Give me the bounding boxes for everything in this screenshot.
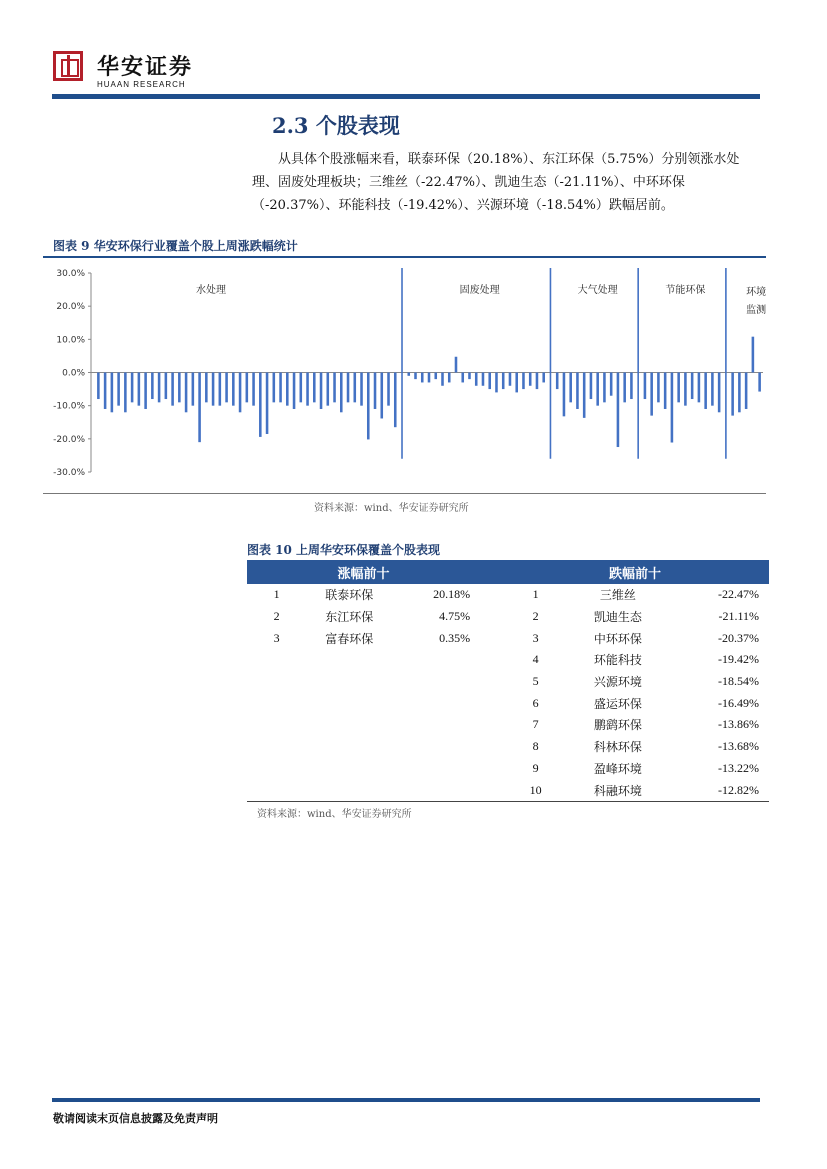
- loser-rank: 3: [532, 630, 539, 645]
- gainer-rank: 1: [273, 587, 280, 602]
- gainer-name: [306, 736, 392, 758]
- bar: [556, 373, 559, 390]
- bar: [704, 373, 707, 409]
- bar: [576, 373, 579, 409]
- gainer-name: [306, 649, 392, 671]
- bar: [738, 373, 741, 413]
- loser-rank: 8: [532, 739, 539, 754]
- figure9-caption: 图表 9 华安环保行业覆盖个股上周涨跌幅统计: [53, 239, 298, 253]
- row-gap: [480, 649, 501, 671]
- loser-pct: -22.47%: [718, 587, 759, 602]
- loser-pct: -19.42%: [718, 652, 759, 667]
- bar: [603, 373, 606, 403]
- loser-pct: -20.37%: [718, 630, 759, 645]
- loser-pct: -16.49%: [718, 695, 759, 710]
- bar: [502, 373, 505, 390]
- bar: [542, 373, 545, 383]
- loser-pct: -12.82%: [666, 779, 769, 801]
- row-gap: [480, 692, 501, 714]
- bar: [225, 373, 228, 403]
- bar: [583, 373, 586, 418]
- bar: [731, 373, 734, 416]
- sector-label: 水处理: [196, 285, 226, 296]
- figure9-source: 资料来源：wind、华安证券研究所: [314, 503, 469, 514]
- sector-label: 监测: [746, 305, 766, 316]
- bar: [138, 373, 141, 406]
- bar: [394, 373, 397, 428]
- row-gap: [480, 627, 501, 649]
- table-row: [247, 758, 769, 780]
- company-logo-icon: [53, 51, 83, 81]
- bar: [367, 373, 370, 440]
- bar: [623, 373, 626, 403]
- gainer-rank: [247, 692, 306, 714]
- gainer-name: [306, 671, 392, 693]
- loser-rank: 4: [532, 652, 539, 667]
- loser-name: 兴源环境: [593, 675, 642, 690]
- stock-performance-table: [247, 560, 769, 802]
- loser-name: 科融环境: [570, 779, 666, 801]
- bar: [758, 373, 761, 392]
- bar: [374, 373, 377, 409]
- table-row: [247, 779, 769, 801]
- loser-rank: 7: [532, 717, 539, 732]
- gainer-pct: [392, 692, 480, 714]
- bar: [286, 373, 289, 406]
- bar: [387, 373, 390, 406]
- bar: [279, 373, 282, 403]
- bar: [461, 373, 464, 383]
- bar: [266, 373, 269, 434]
- gainer-pct: 0.35%: [439, 630, 471, 645]
- loser-name: 三维丝: [599, 588, 636, 603]
- gainer-name: 联泰环保: [325, 588, 374, 603]
- section-paragraph: 从具体个股涨幅来看，联泰环保（20.18%）、东江环保（5.75%）分别领涨水处理、固废处理板块；三维丝（-22.47%）、凯迪生态（-21.11%）、中环环保（-20.37%）、环能科技（-19.42%）、兴源环境（-18.54%）跌幅居前。: [252, 152, 740, 213]
- bar: [644, 373, 647, 400]
- loser-pct: -13.22%: [718, 760, 759, 775]
- bar: [380, 373, 383, 419]
- bar: [347, 373, 350, 403]
- y-tick-label: 0.0%: [62, 368, 85, 379]
- footer-disclaimer: 敬请阅读末页信息披露及免责声明: [53, 1112, 218, 1125]
- gainer-rank: [247, 714, 306, 736]
- bar: [671, 373, 674, 443]
- bar: [711, 373, 714, 406]
- bar: [293, 373, 296, 409]
- footer-divider: [52, 1098, 760, 1102]
- gainer-pct: [392, 649, 480, 671]
- row-gap: [480, 779, 501, 801]
- bar: [414, 373, 417, 380]
- loser-pct: -13.86%: [718, 717, 759, 732]
- loser-rank: 5: [532, 674, 539, 689]
- gainer-rank: [247, 671, 306, 693]
- bar: [495, 373, 498, 393]
- bar: [691, 373, 694, 400]
- bar: [752, 337, 755, 373]
- bar: [212, 373, 215, 406]
- table-row: [247, 649, 769, 671]
- loser-rank: 9: [532, 760, 539, 775]
- stock-change-chart: [43, 262, 766, 490]
- sector-label: 环境: [746, 287, 766, 298]
- gainer-pct: [392, 736, 480, 758]
- sector-label: 大气处理: [577, 285, 618, 296]
- bar: [252, 373, 255, 406]
- brand-name-english: HUAAN RESEARCH: [97, 80, 186, 89]
- bar: [300, 373, 303, 403]
- gainer-pct: [392, 714, 480, 736]
- bar: [117, 373, 120, 406]
- loser-name: 环能科技: [593, 653, 642, 668]
- gainer-name: [306, 758, 392, 780]
- bar: [657, 373, 660, 403]
- bar: [97, 373, 100, 400]
- row-gap: [480, 671, 501, 693]
- figure10-source: 资料来源：wind、华安证券研究所: [257, 809, 412, 820]
- bar: [617, 373, 620, 448]
- bar: [698, 373, 701, 403]
- gainer-rank: [247, 736, 306, 758]
- bar: [306, 373, 309, 406]
- y-tick-label: 10.0%: [56, 335, 85, 346]
- bar: [198, 373, 201, 443]
- gainer-rank: 3: [273, 630, 280, 645]
- y-tick-label: 30.0%: [56, 269, 85, 279]
- row-gap: [480, 736, 501, 758]
- loser-pct: -18.54%: [718, 674, 759, 689]
- bar: [104, 373, 107, 409]
- bar: [745, 373, 748, 409]
- loser-name: 盛运环保: [593, 696, 642, 711]
- table-row: [247, 606, 769, 628]
- bar: [259, 373, 262, 437]
- gainers-header: 涨幅前十: [247, 560, 480, 584]
- bar: [529, 373, 532, 386]
- bar: [664, 373, 667, 409]
- losers-header: 跌幅前十: [501, 560, 769, 584]
- bar: [111, 373, 114, 413]
- bar: [428, 373, 431, 383]
- gainer-pct: [392, 671, 480, 693]
- bar: [219, 373, 222, 406]
- bar: [718, 373, 721, 413]
- loser-rank: 1: [532, 587, 539, 602]
- figure9-top-rule: [43, 256, 766, 258]
- table-row: [247, 627, 769, 649]
- loser-name: 盈峰环境: [593, 761, 642, 776]
- gainer-pct: 4.75%: [439, 609, 471, 624]
- bar: [455, 357, 458, 373]
- bar: [313, 373, 316, 403]
- bar: [360, 373, 363, 406]
- table-row: [247, 736, 769, 758]
- header-gap: [480, 560, 501, 584]
- section-title: 2.3 个股表现: [272, 113, 400, 138]
- bar: [171, 373, 174, 406]
- y-tick-label: -10.0%: [53, 401, 85, 412]
- loser-pct: -21.11%: [718, 609, 759, 624]
- loser-name: 凯迪生态: [593, 610, 642, 625]
- gainer-name: [306, 692, 392, 714]
- loser-name: 中环环保: [593, 631, 642, 646]
- bar: [522, 373, 525, 390]
- bar: [684, 373, 687, 406]
- loser-rank: 2: [532, 609, 539, 624]
- loser-name: 科林环保: [593, 740, 642, 755]
- figure10-caption: 图表 10 上周华安环保覆盖个股表现: [247, 543, 441, 557]
- bar: [569, 373, 572, 403]
- sector-label: 节能环保: [665, 285, 706, 296]
- gainer-name: 东江环保: [325, 610, 374, 625]
- bar: [475, 373, 478, 386]
- bar: [327, 373, 330, 406]
- gainer-rank: [247, 779, 306, 801]
- gainer-pct: [392, 758, 480, 780]
- loser-name: 鹏鹞环保: [593, 718, 642, 733]
- bar: [178, 373, 181, 403]
- bar: [151, 373, 154, 400]
- table-row: [247, 671, 769, 693]
- bar: [421, 373, 424, 383]
- bar: [192, 373, 195, 406]
- gainer-name: 富春环保: [325, 631, 374, 646]
- sector-label: 固废处理: [459, 285, 500, 296]
- bar: [596, 373, 599, 406]
- gainer-rank: [247, 758, 306, 780]
- loser-rank: 6: [532, 695, 539, 710]
- bar: [563, 373, 566, 417]
- bar: [273, 373, 276, 403]
- y-tick-label: -30.0%: [53, 468, 85, 478]
- bar: [340, 373, 343, 413]
- bar: [239, 373, 242, 413]
- bar: [610, 373, 613, 396]
- bar: [468, 373, 471, 380]
- table-row: [247, 714, 769, 736]
- brand-name: 华安证券: [97, 54, 194, 80]
- row-gap: [480, 714, 501, 736]
- gainer-rank: 2: [273, 609, 280, 624]
- bar: [630, 373, 633, 400]
- bar: [353, 373, 356, 403]
- bar: [205, 373, 208, 403]
- gainer-rank: [247, 649, 306, 671]
- bar: [131, 373, 134, 403]
- row-gap: [480, 584, 501, 606]
- header-divider: [52, 94, 760, 99]
- table-header-row: [247, 560, 769, 584]
- table-row: [247, 692, 769, 714]
- bar: [677, 373, 680, 403]
- loser-rank: 10: [501, 779, 570, 801]
- bar: [232, 373, 235, 406]
- bar: [407, 373, 410, 376]
- y-tick-label: -20.0%: [53, 434, 85, 445]
- bar: [434, 373, 437, 380]
- bar: [536, 373, 539, 390]
- bar: [515, 373, 518, 393]
- bar: [246, 373, 249, 403]
- bar: [185, 373, 188, 413]
- bar: [650, 373, 653, 416]
- row-gap: [480, 758, 501, 780]
- bar: [488, 373, 491, 390]
- bar: [441, 373, 444, 386]
- bar: [158, 373, 161, 403]
- gainer-pct: [392, 779, 480, 801]
- loser-pct: -13.68%: [718, 739, 759, 754]
- bar: [320, 373, 323, 409]
- gainer-name: [306, 779, 392, 801]
- bar: [509, 373, 512, 386]
- bar: [165, 373, 168, 400]
- row-gap: [480, 606, 501, 628]
- gainer-name: [306, 714, 392, 736]
- table-row: [247, 584, 769, 606]
- y-tick-label: 20.0%: [56, 302, 85, 313]
- bar: [590, 373, 593, 400]
- bar: [333, 373, 336, 403]
- bar: [482, 373, 485, 386]
- bar: [448, 373, 451, 383]
- bar: [144, 373, 147, 409]
- figure9-bottom-rule: [43, 493, 766, 494]
- bar: [124, 373, 127, 413]
- gainer-pct: 20.18%: [433, 587, 471, 602]
